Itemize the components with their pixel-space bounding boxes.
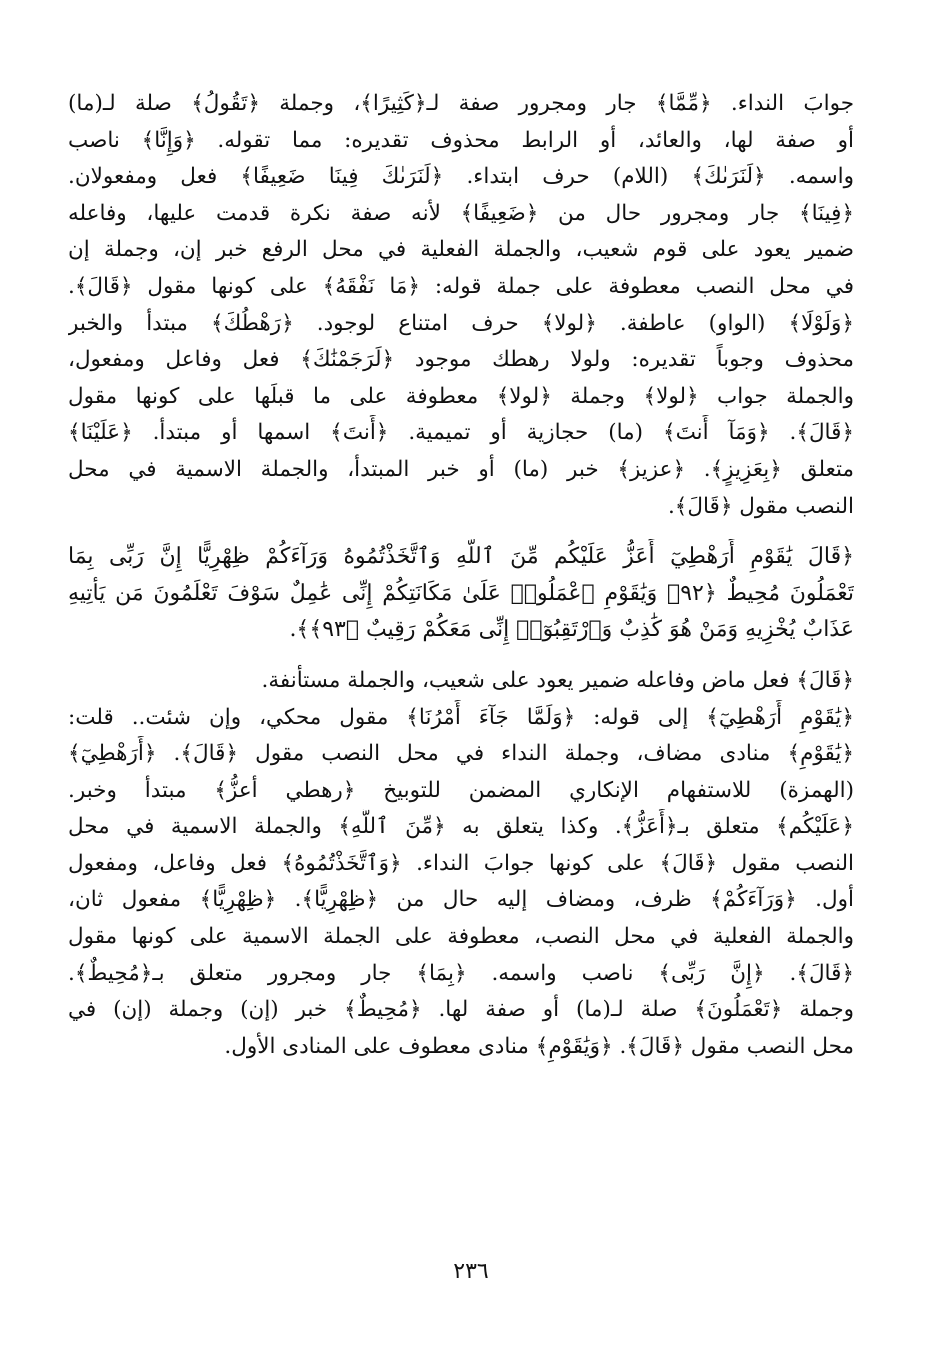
text-line: والجملة الفعلية في محل النصب، معطوفة على الجملة الاسمية على كونها مقول <box>68 924 854 950</box>
text-line: أو صفة لها، والعائد، أو الرابط محذوف تقديره: مما تقوله. ﴿وَإِنَّا﴾ ناصب <box>68 127 854 153</box>
page-body <box>68 86 854 1286</box>
text-line: أول. ﴿وَرَآءَكُمْ﴾ ظرف، ومضاف إليه حال من ﴿ظِهْرِيًّا﴾. ﴿ظِهْرِيًّا﴾ مفعول ثان، <box>68 887 854 913</box>
text-line: جوابَ النداء. ﴿مِّمَّا﴾ جار ومجرور صفة لـ﴿كَثِيرًا﴾، وجملة ﴿تَقُولُ﴾ صلة لـ(ما) <box>68 91 854 116</box>
paragraph-gap <box>68 649 854 663</box>
text-line: ﴿فِينَا﴾ جار ومجرور حال من ﴿ضَعِيفًا﴾ لأنه صفة نكرة قدمت عليها، وفاعله <box>68 200 854 226</box>
text-line: (الهمزة) للاستفهام الإنكاري المضمن للتوبيخ ﴿رهطي أعزُّ﴾ مبتدأ وخبر. <box>68 777 854 803</box>
text-line: ﴿عَلَيْكُم﴾ متعلق بـ﴿أَعَزُّ﴾. وكذا يتعلق به ﴿مِّنَ ٱللَّهِ﴾ والجملة الاسمية في محل <box>68 814 854 840</box>
text-line: محل النصب مقول ﴿قَالَ﴾. ﴿وَيَٰقَوْمِ﴾ منادى معطوف على المنادى الأول. <box>224 1033 854 1059</box>
text-line: ﴿يَٰقَوْمِ أَرَهْطِيٓ﴾ إلى قوله: ﴿وَلَمَّا جَآءَ أَمْرُنَا﴾ مقول محكي، وإن شئت.. قلت: <box>68 704 854 730</box>
text-line: واسمه. ﴿لَنَرَىٰكَ﴾ (اللام) حرف ابتداء. ﴿لَنَرَىٰكَ فِينَا ضَعِيفًا﴾ فعل ومفعولان. <box>68 164 854 190</box>
text-line: النصب مقول ﴿قَالَ﴾ على كونها جوابَ النداء. ﴿وَٱتَّخَذْتُمُوهُ﴾ فعل وفاعل، ومفعول <box>68 850 854 876</box>
quran-verse-block <box>68 539 854 649</box>
text-line: وجملة ﴿تَعْمَلُونَ﴾ صلة لـ(ما) أو صفة لها. ﴿مُحِيطٌ﴾ خبر (إن) وجملة (إن) في <box>68 997 854 1023</box>
text-line: متعلق ﴿بِعَزِيزٍ﴾. ﴿عزيز﴾ خبر (ما) أو خبر المبتدأ، والجملة الاسمية في محل <box>68 456 854 482</box>
page-number: ٢٣٦ <box>453 1259 489 1284</box>
text-line: النصب مقول ﴿قَالَ﴾. <box>667 493 854 519</box>
text-line: ضمير يعود على قوم شعيب، والجملة الفعلية في محل الرفع خبر إن، وجملة إن <box>68 237 854 263</box>
text-line: ﴿قَالَ﴾. ﴿وَمَآ أَنتَ﴾ (ما) حجازية أو تميمية. ﴿أَنتَ﴾ اسمها أو مبتدأ. ﴿عَلَيْنَا﴾ <box>68 420 854 446</box>
text-line: ﴿وَلَوْلَا﴾ (الواو) عاطفة. ﴿لولا﴾ حرف امتناع لوجود. ﴿رَهْطُكَ﴾ مبتدأ والخبر <box>68 310 854 336</box>
verse-line: ﴿قَالَ يَٰقَوْمِ أَرَهْطِيٓ أَعَزُّ عَلَيْكُم مِّنَ ٱللَّهِ وَٱتَّخَذْتُمُوهُ وَرَآءَكُمْ ظِهْرِيًّا إِنَّ رَبِّى بِمَا <box>68 544 854 570</box>
commentary-paragraph-2 <box>68 663 854 1066</box>
text-line: ﴿قَالَ﴾ فعل ماض وفاعله ضمير يعود على شعيب، والجملة مستأنفة. <box>261 667 854 693</box>
verse-line: عَذَابٌ يُخْزِيهِ وَمَنْ هُوَ كَٰذِبٌ وَٱرْتَقِبُوٓا۟ إِنِّى مَعَكُمْ رَقِيبٌ ﴿٩٣﴾﴾. <box>289 617 854 643</box>
text-line: في محل النصب معطوفة على جملة قوله: ﴿مَا نَفْقَهُ﴾ على كونها مقول ﴿قَالَ﴾. <box>68 273 854 299</box>
paragraph-gap <box>68 525 854 539</box>
verse-line: تَعْمَلُونَ مُحِيطٌ ﴿٩٢﴾ وَيَٰقَوْمِ ٱعْمَلُوا۟ عَلَىٰ مَكَانَتِكُمْ إِنِّى عَٰمِلٌ سَوْفَ تَعْلَمُونَ مَن يَأْتِيهِ <box>68 580 854 606</box>
commentary-paragraph-1 <box>68 86 854 525</box>
text-line: والجملة جواب ﴿لولا﴾ وجملة ﴿لولا﴾ معطوفة على ما قبلَها على كونها مقول <box>68 383 854 409</box>
text-line: ﴿يَٰقَوْمِ﴾ منادى مضاف، وجملة النداء في محل النصب مقول ﴿قَالَ﴾. ﴿أَرَهْطِيٓ﴾ <box>68 741 854 767</box>
text-line: محذوف وجوباً تقديره: ولولا رهطك موجود ﴿لَرَجَمْنَٰكَ﴾ فعل وفاعل ومفعول، <box>68 347 854 373</box>
text-line: ﴿قَالَ﴾. ﴿إِنَّ رَبِّى﴾ ناصب واسمه. ﴿بِمَا﴾ جار ومجرور متعلق بـ﴿مُحِيطٌ﴾. <box>68 960 854 986</box>
